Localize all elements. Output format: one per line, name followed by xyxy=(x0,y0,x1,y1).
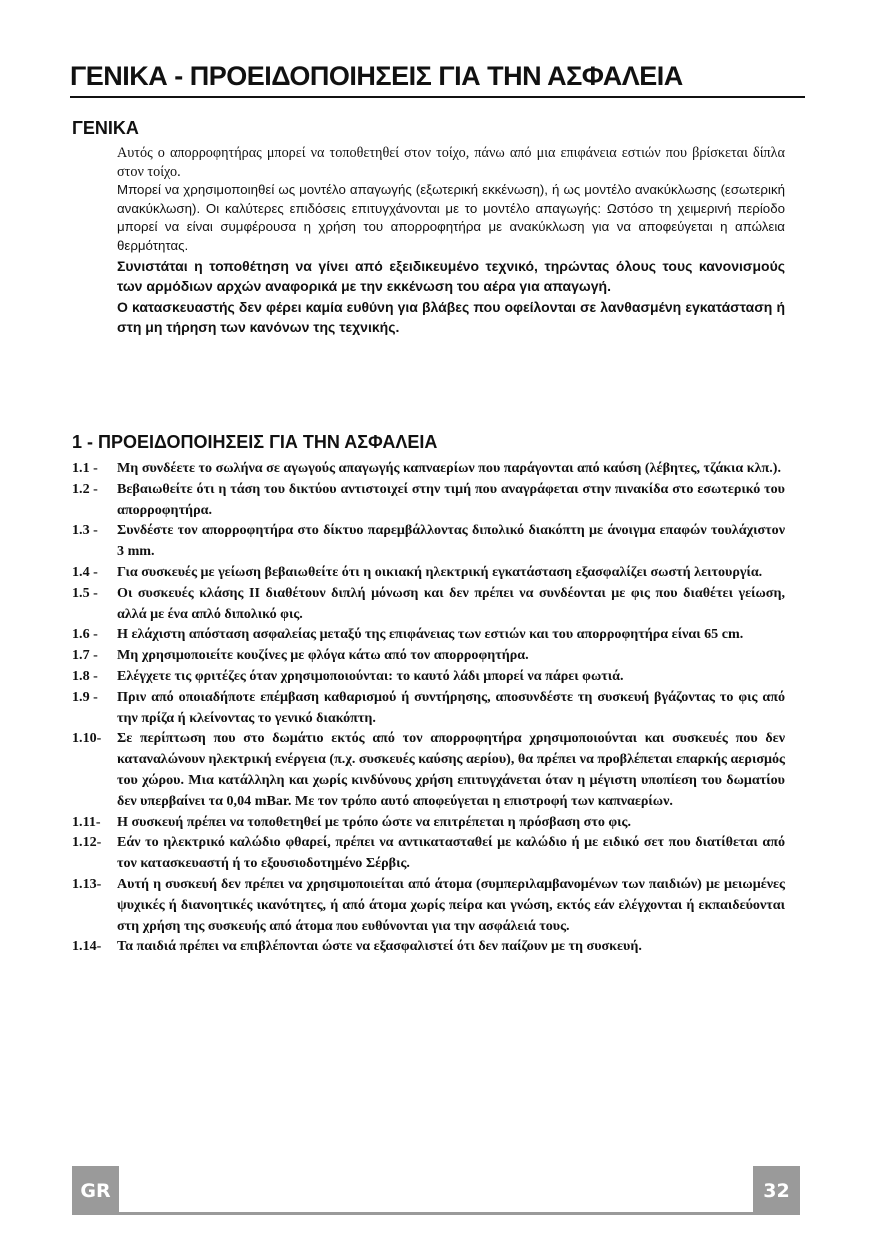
warning-item xyxy=(72,645,785,666)
general-heading: ΓΕΝΙΚΑ xyxy=(72,118,139,138)
page-title: ΓΕΝΙΚΑ - ΠΡΟΕΙΔΟΠΟΙΗΣΕΙΣ ΓΙΑ ΤΗΝ ΑΣΦΑΛΕΙΑ xyxy=(70,56,805,98)
warning-text: Βεβαιωθείτε ότι η τάση του δικτύου αντιστοιχεί στην τιμή που αναγράφεται στην πινακίδα στο εσωτερικό του απορροφητήρα. xyxy=(117,480,785,518)
general-paragraph-1: Αυτός ο απορροφητήρας μπορεί να τοποθετηθεί στον τοίχο, πάνω από μια επιφάνεια εστιών που βρίσκεται δίπλα στον τοίχο. xyxy=(117,145,785,180)
warning-text: Η συσκευή πρέπει να τοποθετηθεί με τρόπο ώστε να επιτρέπεται η πρόσβαση στο φις. xyxy=(117,813,632,830)
warning-text: Οι συσκευές κλάσης II διαθέτουν διπλή μόνωση και δεν πρέπει να συνδέονται με φις που διαθέτει γείωση, αλλά με ένα απλό διπολικό φις. xyxy=(117,584,785,622)
warning-text: Συνδέστε τον απορροφητήρα στο δίκτυο παρεμβάλλοντας διπολικό διακόπτη με άνοιγμα επαφών τουλάχιστον 3 mm. xyxy=(117,522,785,560)
warning-text: Ελέγχετε τις φριτέζες όταν χρησιμοποιούνται: το καυτό λάδι μπορεί να πάρει φωτιά. xyxy=(117,667,624,684)
warning-item xyxy=(72,583,785,625)
warning-item xyxy=(72,520,785,562)
warning-item xyxy=(72,728,785,811)
warning-number: 1.8 - xyxy=(72,667,98,684)
safety-warnings-list xyxy=(72,458,785,957)
warning-number: 1.4 - xyxy=(72,563,98,580)
warning-text: Η ελάχιστη απόσταση ασφαλείας μεταξύ της επιφάνειας των εστιών και του απορροφητήρα είναι 65 cm. xyxy=(117,626,744,643)
warning-item xyxy=(72,874,785,936)
general-section xyxy=(117,144,785,338)
language-badge: GR xyxy=(72,1166,119,1215)
general-paragraph-3: Συνιστάται η τοποθέτηση να γίνει από εξειδικευμένο τεχνικό, τηρώντας όλους τους κανονισμούς των αρμόδιων αρχών αναφορικά με την εκκένωση του αέρα για απαγωγή. xyxy=(117,257,785,295)
warning-text: Πριν από οποιαδήποτε επέμβαση καθαρισμού ή συντήρησης, αποσυνδέστε τη συσκευή βγάζοντας το φις από την πρίζα ή κλείνοντας το γενικό διακόπτη. xyxy=(117,688,785,726)
warning-number: 1.7 - xyxy=(72,647,98,664)
warning-item xyxy=(72,936,785,957)
warning-item xyxy=(72,666,785,687)
warning-text: Μη συνδέετε το σωλήνα σε αγωγούς απαγωγής καπναερίων που παράγονται από καύση (λέβητες, τζάκια κλπ.). xyxy=(117,460,782,476)
warning-text: Για συσκευές με γείωση βεβαιωθείτε ότι η οικιακή ηλεκτρική εγκατάσταση εξασφαλίζει σωστή λειτουργία. xyxy=(117,563,763,580)
warning-number: 1.3 - xyxy=(72,522,98,539)
warning-number: 1.6 - xyxy=(72,626,98,643)
warning-text: Εάν το ηλεκτρικό καλώδιο φθαρεί, πρέπει να αντικατασταθεί με καλώδιο ή με ειδικό σετ που διατίθεται από τον κατασκευαστή ή το εξουσιοδοτημένο Σέρβις. xyxy=(117,834,785,872)
warning-item xyxy=(72,458,785,479)
general-paragraph-4: Ο κατασκευαστής δεν φέρει καμία ευθύνη για βλάβες που οφείλονται σε λανθασμένη εγκατάσταση ή στη μη τήρηση των κανόνων της τεχνικής. xyxy=(117,298,785,336)
warning-number: 1.13- xyxy=(72,875,102,892)
warning-item xyxy=(72,624,785,645)
warning-number: 1.14- xyxy=(72,938,102,955)
warning-text: Αυτή η συσκευή δεν πρέπει να χρησιμοποιείται από άτομα (συμπεριλαμβανομένων των παιδιών) με μειωμένες ψυχικές ή διανοητικές ικανότητες, ή από άτομα χωρίς πείρα και γνώση, εκτός εάν ελέγχονται ή εκπαιδεύονται στη χρήση της συσκευής από άτομα που ευθύνονται για την ασφάλειά τους. xyxy=(117,875,785,934)
warning-number: 1.12- xyxy=(72,834,102,851)
warning-item xyxy=(72,687,785,729)
page-number: 32 xyxy=(753,1166,800,1215)
warning-text: Μη χρησιμοποιείτε κουζίνες με φλόγα κάτω από τον απορροφητήρα. xyxy=(117,647,529,664)
warning-item xyxy=(72,832,785,874)
general-paragraph-2: Μπορεί να χρησιμοποιηθεί ως μοντέλο απαγωγής (εξωτερική εκκένωση), ή ως μοντέλο ανακύκλωσης (εσωτερική ανακύκλωση). Οι καλύτερες επιδόσεις επιτυγχάνονται με το μοντέλο απαγωγής: Ωστόσο τη χειμερινή περίοδο μπορεί να είναι συμφέρουσα η χρήση του απορροφητήρα με ανακύκλωση για να αποφεύγεται η απώλεια θερμότητας. xyxy=(117,182,785,253)
warning-item xyxy=(72,562,785,583)
warning-text: Σε περίπτωση που στο δωμάτιο εκτός από τον απορροφητήρα χρησιμοποιούνται και συσκευές που δεν καταναλώνουν ηλεκτρική ενέργεια (π.χ. συσκευές καύσης αερίου), θα πρέπει να προβλέπεται επαρκής αερισμός του χώρου. Μια κατάλληλη και χωρίς κινδύνους χρήση επιτυγχάνεται όταν η μέγιστη υποπίεση του δωματίου δεν υπερβαίνει τα 0,04 mBar. Με τον τρόπο αυτό αποφεύγεται η επιστροφή των καπναερίων. xyxy=(117,730,785,809)
warning-number: 1.5 - xyxy=(72,584,98,601)
warning-item xyxy=(72,479,785,521)
warning-number: 1.1 - xyxy=(72,460,98,476)
warning-number: 1.9 - xyxy=(72,688,98,705)
warning-number: 1.2 - xyxy=(72,480,98,497)
warning-number: 1.10- xyxy=(72,730,102,747)
warning-item xyxy=(72,812,785,833)
footer-rule xyxy=(72,1212,800,1215)
warning-text: Τα παιδιά πρέπει να επιβλέπονται ώστε να εξασφαλιστεί ότι δεν παίζουν με τη συσκευή. xyxy=(117,938,642,955)
safety-heading: 1 - ΠΡΟΕΙΔΟΠΟΙΗΣΕΙΣ ΓΙΑ ΤΗΝ ΑΣΦΑΛΕΙΑ xyxy=(72,432,438,452)
warning-number: 1.11- xyxy=(72,813,101,830)
